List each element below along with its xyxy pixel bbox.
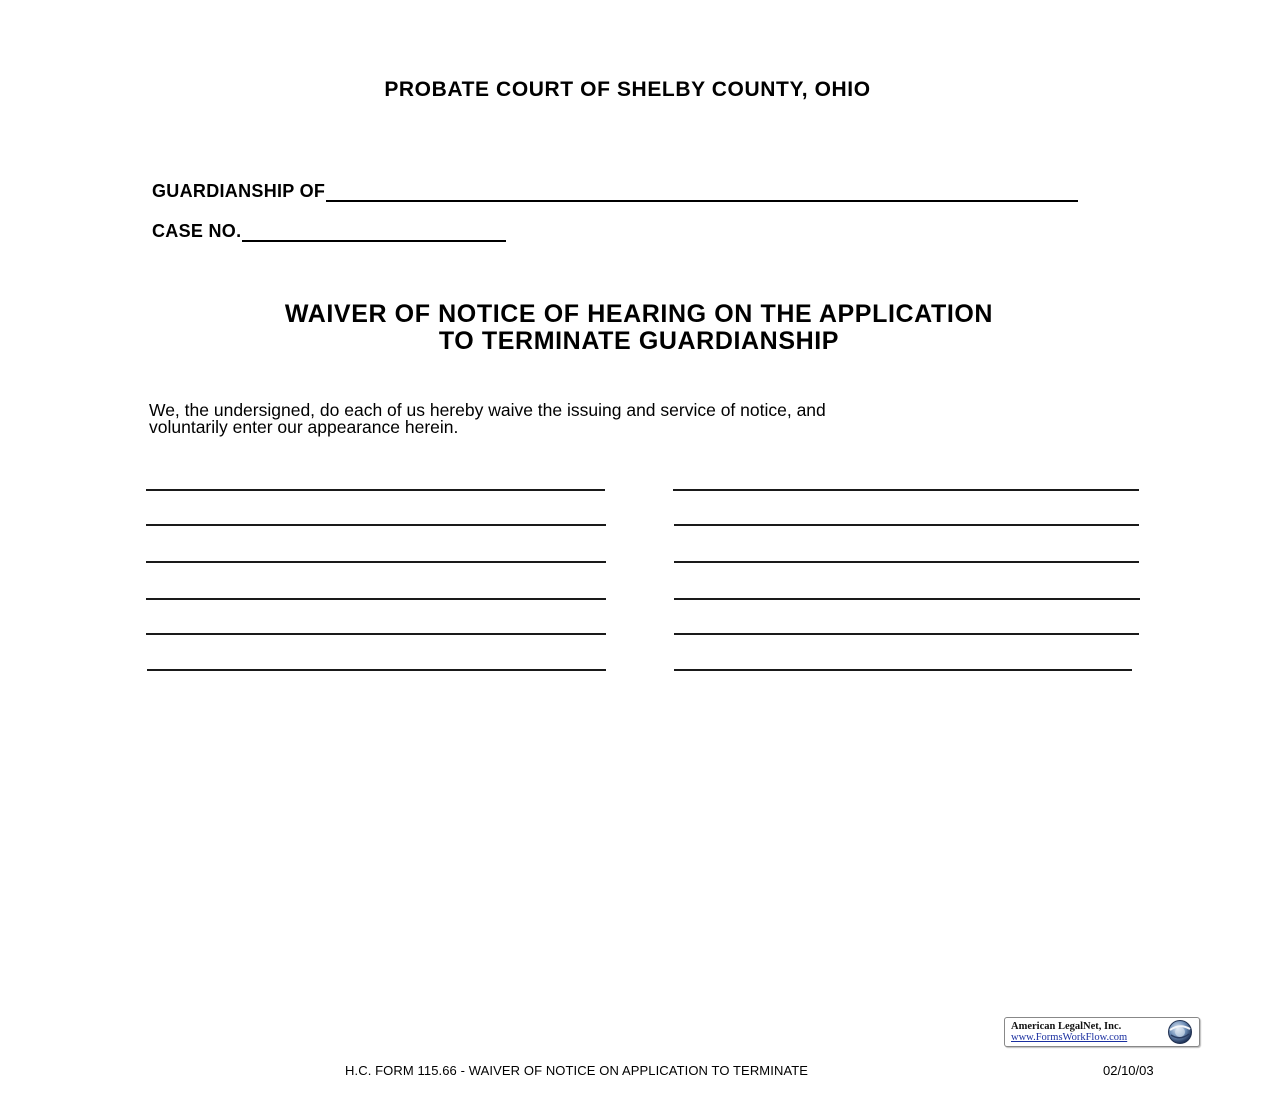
- waiver-statement: [149, 402, 1109, 436]
- signature-line-left-4[interactable]: [146, 598, 606, 600]
- case-number-label: CASE NO.: [152, 221, 242, 241]
- signature-line-right-6[interactable]: [674, 669, 1132, 671]
- signature-line-right-3[interactable]: [674, 561, 1139, 563]
- logo-company-name: American LegalNet, Inc.: [1011, 1021, 1122, 1032]
- signature-line-right-4[interactable]: [674, 598, 1140, 600]
- form-date: 02/10/03: [1103, 1063, 1154, 1078]
- signature-line-left-6[interactable]: [147, 669, 606, 671]
- court-title: PROBATE COURT OF SHELBY COUNTY, OHIO: [384, 78, 871, 101]
- american-legalnet-logo[interactable]: [1004, 1017, 1200, 1047]
- signature-line-left-2[interactable]: [146, 524, 606, 526]
- guardianship-input[interactable]: [326, 182, 1078, 202]
- logo-website-link[interactable]: www.FormsWorkFlow.com: [1011, 1032, 1128, 1043]
- case-number-field: [152, 221, 506, 242]
- signature-line-left-5[interactable]: [146, 633, 606, 635]
- document-title-line-1: WAIVER OF NOTICE OF HEARING ON THE APPLICATION: [284, 300, 994, 328]
- waiver-statement-line-1: We, the undersigned, do each of us hereby waive the issuing and service of notice, and: [149, 400, 826, 420]
- document-title: [0, 301, 1275, 355]
- case-number-input[interactable]: [242, 222, 506, 242]
- signature-line-right-2[interactable]: [674, 524, 1139, 526]
- globe-icon: [1165, 1019, 1195, 1045]
- signature-line-left-3[interactable]: [146, 561, 606, 563]
- document-title-line-2: TO TERMINATE GUARDIANSHIP: [438, 327, 840, 355]
- signature-line-right-5[interactable]: [674, 633, 1139, 635]
- signature-line-left-1[interactable]: [146, 489, 605, 491]
- waiver-statement-line-2: voluntarily enter our appearance herein.: [149, 417, 459, 437]
- guardianship-field: [152, 181, 1078, 202]
- signature-line-right-1[interactable]: [673, 489, 1139, 491]
- guardianship-label: GUARDIANSHIP OF: [152, 181, 326, 201]
- form-identifier: H.C. FORM 115.66 - WAIVER OF NOTICE ON APPLICATION TO TERMINATE: [345, 1063, 809, 1078]
